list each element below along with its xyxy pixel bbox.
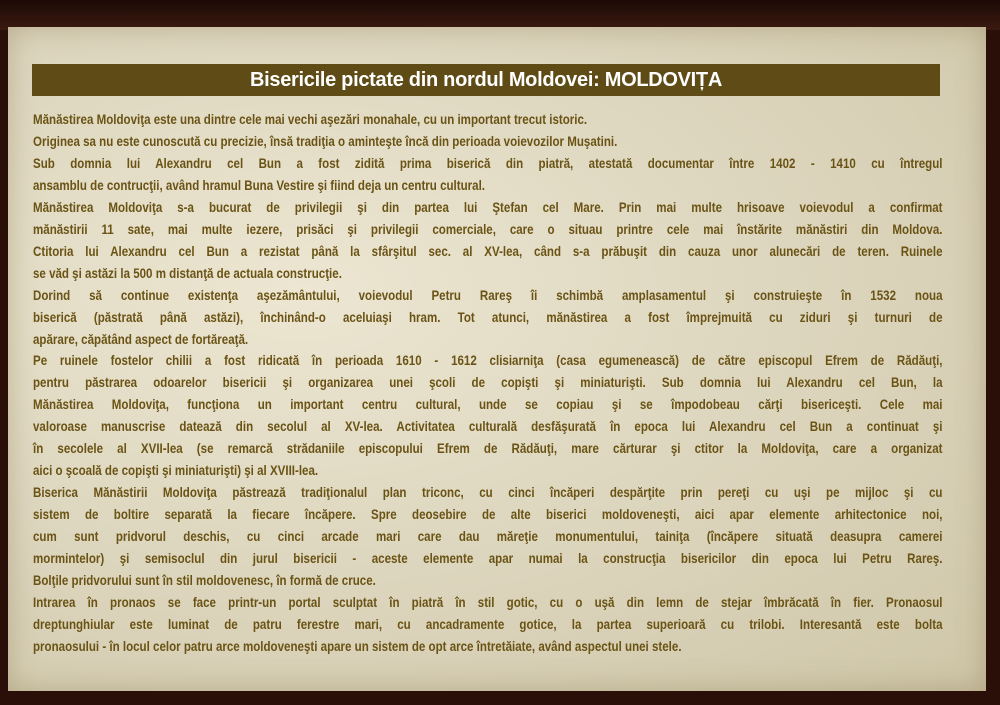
text-line: Mănăstirea Moldoviţa, funcţiona un important centru cultural, unde se copiau şi se împodobeau cărţi bisericeşti. Cele mai	[33, 397, 943, 413]
text-line: ansamblu de contrucţii, având hramul Buna Vestire şi fiind deja un centru cultural.	[33, 177, 486, 193]
text-line: aici o şcoală de copişti şi miniaturişti) şi al XVIII-lea.	[33, 463, 319, 479]
text-line: cum sunt pridvorul deschis, cu cinci arcade mari care dau măreţie monumentului, tainiţa (încăpere situată deasupra camerei	[33, 529, 943, 545]
paragraph	[33, 285, 943, 351]
text-line: Pe ruinele fostelor chilii a fost ridicată în perioada 1610 - 1612 clisiarniţa (casa egumenească) de către episcopul Efrem de Rădăuţi,	[33, 353, 943, 369]
text-line: dreptunghiular este luminat de patru ferestre mari, cu ancadramente gotice, la partea superioară cu trilobi. Interesantă este bolta	[33, 616, 943, 632]
text-line: Ctitoria lui Alexandru cel Bun a rezistat până la sfârşitul sec. al XV-lea, când s-a prăbuşit din cauza unor alunecări de teren. Ruinele	[33, 243, 943, 259]
text-line: în secolele al XVII-lea (se remarcă strădaniile episcopului Efrem de Rădăuţi, mare cărturar şi ctitor la Moldoviţa, care a organizat	[33, 441, 943, 457]
paragraph	[33, 153, 943, 197]
text-line: sistem de boltire separată la fiecare încăpere. Spre deosebire de alte biserici moldoveneşti, aici apar elemente arhitectonice noi,	[33, 507, 943, 523]
text-line: se văd şi astăzi la 500 m distanţă de actuala construcţie.	[33, 265, 342, 281]
text-line: Sub domnia lui Alexandru cel Bun a fost zidită prima biserică din piatră, atestată documentar între 1402 - 1410 cu întregul	[33, 155, 943, 171]
text-line: mănăstirii 11 sate, mai multe iezere, prisăci şi privilegii comerciale, care o situau printre cele mai înstărite mănăstiri din Moldova.	[33, 221, 943, 237]
body-text	[33, 109, 943, 658]
page-title: Bisericile pictate din nordul Moldovei: MOLDOVIȚA	[249, 68, 722, 91]
text-line: Bolţile pridvorului sunt în stil moldovenesc, în formă de cruce.	[33, 573, 376, 589]
text-line: Mănăstirea Moldoviţa este una dintre cele mai vechi aşezări monahale, cu un important trecut istoric.	[33, 112, 588, 127]
paragraph	[33, 592, 943, 658]
text-line: Dorind să continue existenţa aşezământului, voievodul Petru Rareş îi schimbă amplasamentul şi construieşte în 1532 noua	[33, 287, 943, 303]
paragraph	[33, 482, 943, 592]
text-line: pentru păstrarea odoarelor bisericii şi organizarea unei şcoli de copişti şi miniaturişti. Sub domnia lui Alexandru cel Bun, la	[33, 375, 943, 391]
text-line: Originea sa nu este cunoscută cu precizie, însă tradiţia o aminteşte încă din perioada voievozilor Muşatini.	[33, 133, 618, 149]
text-line: Biserica Mănăstirii Moldoviţa păstrează tradiţionalul plan triconc, cu cinci încăperi despărţite prin pereţi cu uşi pe mijloc şi cu	[33, 485, 943, 501]
text-line: valoroase manuscrise datează din secolul al XV-lea. Activitatea culturală desfăşurată în epoca lui Alexandru cel Bun a continuat şi	[33, 419, 943, 435]
text-line: mormintelor) şi semisoclul din jurul bisericii - aceste elemente apar numai la construcţia bisericilor din epoca lui Petru Rareş.	[33, 551, 943, 567]
text-line: apărare, căpătând aspect de fortăreaţă.	[33, 331, 249, 347]
text-line: Intrarea în pronaos se face printr-un portal sculptat în piatră în stil gotic, cu o uşă din lemn de stejar îmbrăcată în fier. Pronaosul	[33, 594, 943, 610]
paragraph	[33, 131, 943, 153]
paragraph	[33, 109, 943, 131]
text-line: Mănăstirea Moldoviţa s-a bucurat de privilegii şi din partea lui Ştefan cel Mare. Prin mai multe hrisoave voievodul a confirmat	[33, 199, 943, 215]
text-line: pronaosului - în locul celor patru arce moldoveneşti apare un sistem de opt arce întretăiate, având aspectul unei stele.	[33, 638, 682, 654]
text-line: biserică (păstrată până astăzi), închinând-o aceluiaşi hram. Tot atunci, mănăstirea a fost împrejmuită cu ziduri şi turnuri de	[33, 309, 943, 325]
title-banner	[32, 64, 940, 96]
scan-background	[0, 0, 1000, 30]
paragraph	[33, 350, 943, 482]
paragraph	[33, 197, 943, 285]
